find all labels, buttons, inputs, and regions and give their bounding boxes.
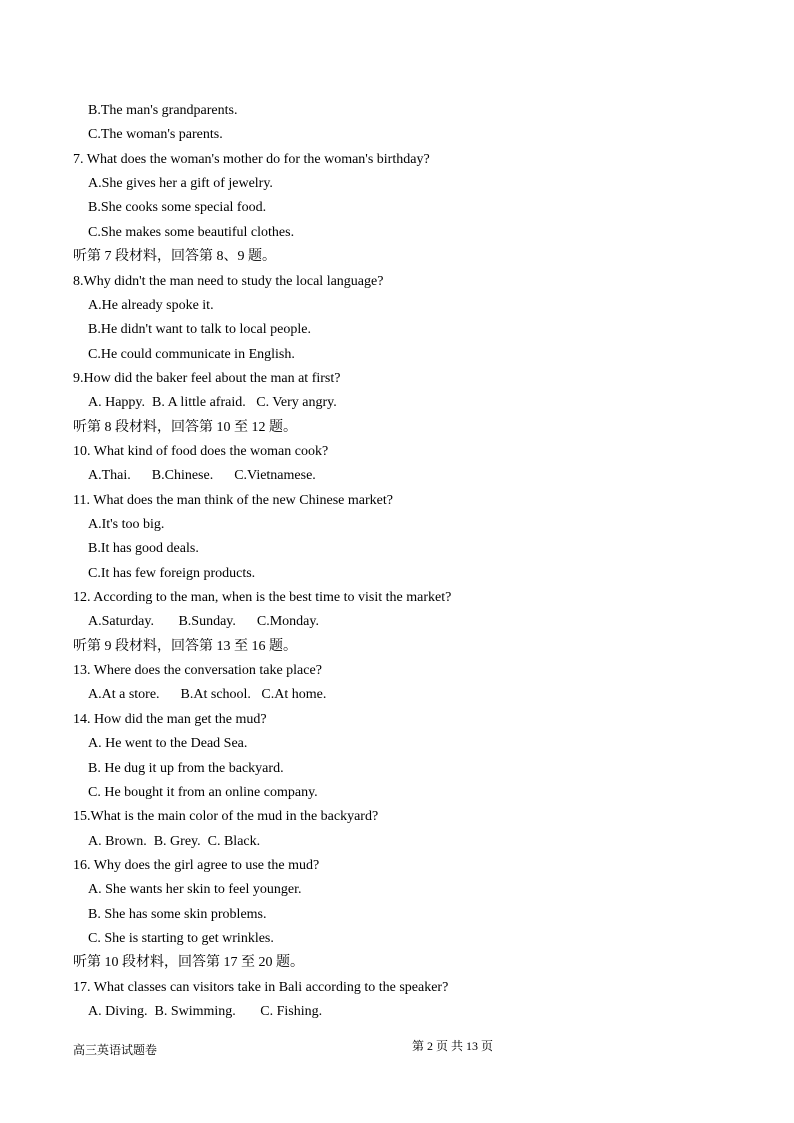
section-instruction: 听第 8 段材料，回答第 10 至 12 题。 xyxy=(73,419,297,435)
option-line: A.Saturday. B.Sunday. C.Monday. xyxy=(88,614,319,630)
option-line: C. He bought it from an online company. xyxy=(88,784,318,800)
option-line: A. She wants her skin to feel younger. xyxy=(88,882,302,898)
option-line: A. Brown. B. Grey. C. Black. xyxy=(88,833,261,849)
question-line: 8.Why didn't the man need to study the local language? xyxy=(73,273,384,289)
question-line: 12. According to the man, when is the best time to visit the market? xyxy=(73,590,452,605)
question-line: 15.What is the main color of the mud in the backyard? xyxy=(73,809,379,825)
option-line: A. Diving. B. Swimming. C. Fishing. xyxy=(88,1004,323,1019)
footer-title: 高三英语试题卷 xyxy=(73,1043,158,1057)
question-line: 17. What classes can visitors take in Bali according to the speaker? xyxy=(73,979,449,995)
option-line: C.The woman's parents. xyxy=(88,127,223,143)
option-line: C. She is starting to get wrinkles. xyxy=(88,930,274,946)
option-line: B. She has some skin problems. xyxy=(88,906,267,922)
question-line: 11. What does the man think of the new Chinese market? xyxy=(73,492,393,508)
section-instruction: 听第 7 段材料，回答第 8、9 题。 xyxy=(73,249,276,265)
section-instruction: 听第 9 段材料，回答第 13 至 16 题。 xyxy=(73,638,297,654)
question-line: 10. What kind of food does the woman cook? xyxy=(73,443,329,459)
question-line: 16. Why does the girl agree to use the mud? xyxy=(73,857,320,873)
option-line: A.It's too big. xyxy=(88,517,165,532)
option-line: C.He could communicate in English. xyxy=(88,346,295,362)
question-line: 14. How did the man get the mud? xyxy=(73,711,267,727)
option-line: B.He didn't want to talk to local people. xyxy=(88,322,311,338)
option-line: A. He went to the Dead Sea. xyxy=(88,736,248,752)
option-line: B.The man's grandparents. xyxy=(88,103,238,118)
option-line: C.She makes some beautiful clothes. xyxy=(88,224,295,240)
option-line: A. Happy. B. A little afraid. C. Very angry. xyxy=(88,395,337,411)
option-line: A.She gives her a gift of jewelry. xyxy=(88,176,273,192)
option-line: A.At a store. B.At school. C.At home. xyxy=(88,687,327,703)
option-line: B. He dug it up from the backyard. xyxy=(88,760,284,776)
option-line: A.Thai. B.Chinese. C.Vietnamese. xyxy=(88,468,316,484)
option-line: C.It has few foreign products. xyxy=(88,565,256,581)
option-line: B.She cooks some special food. xyxy=(88,200,267,216)
question-line: 9.How did the baker feel about the man at first? xyxy=(73,370,341,386)
question-line: 7. What does the woman's mother do for the woman's birthday? xyxy=(73,151,430,167)
section-instruction: 听第 10 段材料，回答第 17 至 20 题。 xyxy=(73,955,304,971)
option-line: A.He already spoke it. xyxy=(88,297,214,313)
option-line: B.It has good deals. xyxy=(88,541,199,557)
question-line: 13. Where does the conversation take place? xyxy=(73,663,322,679)
footer-page-number: 第 2 页 共 13 页 xyxy=(412,1039,494,1053)
